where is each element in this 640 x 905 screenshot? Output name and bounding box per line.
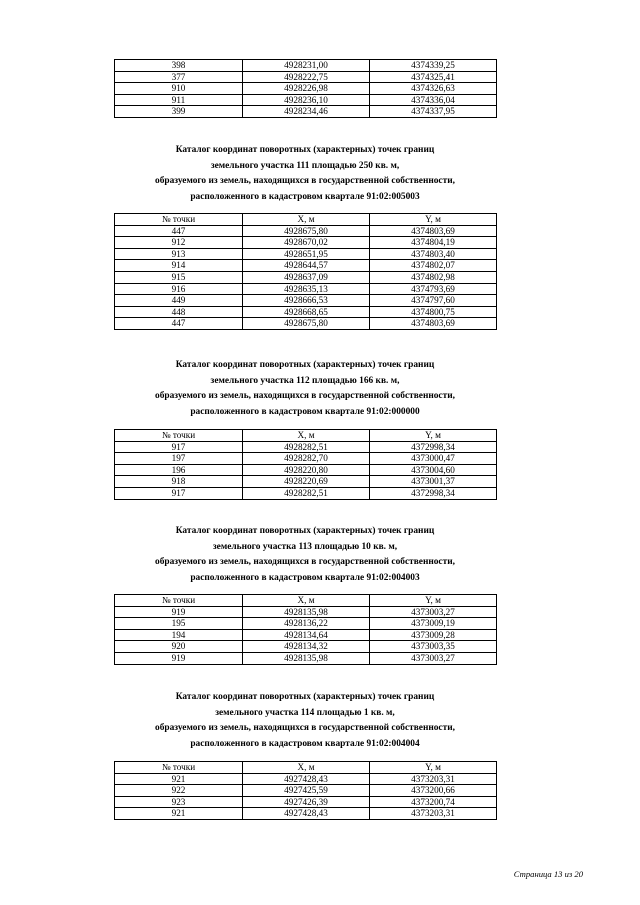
table-row	[115, 487, 497, 499]
header-row	[115, 595, 497, 607]
heading-line: земельного участка 113 площадью 10 кв. м,	[212, 541, 398, 552]
x-coordinate-cell: 4928666,53	[243, 295, 370, 307]
y-coordinate-cell: 4373003,27	[370, 606, 497, 618]
x-coordinate-cell: 4928136,22	[243, 618, 370, 630]
x-coordinate-cell: 4928226,98	[243, 83, 370, 95]
heading-line: образуемого из земель, находящихся в государственной собственности,	[155, 723, 455, 734]
point-number-cell: 916	[115, 283, 243, 295]
heading-line: расположенного в кадастровом квартале 91:02:005003	[190, 191, 420, 202]
x-coordinate-cell: 4928220,80	[243, 464, 370, 476]
x-coordinate-cell: 4928282,70	[243, 453, 370, 465]
table-row	[115, 306, 497, 318]
x-coordinate-cell: 4928644,57	[243, 260, 370, 272]
page-number: Страница 13 из 20	[513, 869, 583, 879]
y-coordinate-cell: 4374326,63	[370, 83, 497, 95]
table-row	[115, 106, 497, 118]
point-number-cell: 398	[115, 60, 243, 72]
x-coordinate-cell: 4928675,80	[243, 225, 370, 237]
catalog-heading-plot-111	[100, 143, 510, 205]
table-header	[115, 430, 497, 442]
heading-line: образуемого из земель, находящихся в государственной собственности,	[155, 557, 455, 568]
heading-line: образуемого из земель, находящихся в государственной собственности,	[155, 176, 455, 187]
x-coordinate-cell: 4928282,51	[243, 487, 370, 499]
y-coordinate-cell: 4372998,34	[370, 441, 497, 453]
table-row	[115, 785, 497, 797]
y-coordinate-cell: 4373200,74	[370, 796, 497, 808]
coordinates-table-plot-113	[114, 594, 497, 665]
x-coordinate-header: X, м	[243, 762, 370, 774]
heading-line: земельного участка 111 площадью 250 кв. м,	[210, 160, 400, 171]
point-number-cell: 399	[115, 106, 243, 118]
catalog-heading-plot-113	[100, 524, 510, 586]
table-row	[115, 441, 497, 453]
table-body	[115, 606, 497, 664]
coordinates-table-plot-114	[114, 761, 497, 820]
table-row	[115, 237, 497, 249]
y-coordinate-cell: 4373003,35	[370, 641, 497, 653]
table-header	[115, 595, 497, 607]
y-coordinate-cell: 4372998,34	[370, 487, 497, 499]
table-row	[115, 318, 497, 330]
x-coordinate-cell: 4928635,13	[243, 283, 370, 295]
table-row	[115, 808, 497, 820]
table-header	[115, 762, 497, 774]
table-body	[115, 60, 497, 118]
x-coordinate-cell: 4928651,95	[243, 248, 370, 260]
table-row	[115, 283, 497, 295]
y-coordinate-header: Y, м	[370, 430, 497, 442]
x-coordinate-cell: 4928231,00	[243, 60, 370, 72]
y-coordinate-cell: 4373009,19	[370, 618, 497, 630]
point-number-cell: 913	[115, 248, 243, 260]
table-row	[115, 453, 497, 465]
heading-line: расположенного в кадастровом квартале 91:02:000000	[190, 406, 420, 417]
point-number-header: № точки	[115, 595, 243, 607]
heading-line: земельного участка 112 площадью 166 кв. м,	[210, 375, 400, 386]
y-coordinate-cell: 4374803,69	[370, 318, 497, 330]
table-header	[115, 214, 497, 226]
table-row	[115, 606, 497, 618]
point-number-cell: 914	[115, 260, 243, 272]
table-row	[115, 652, 497, 664]
y-coordinate-cell: 4374802,07	[370, 260, 497, 272]
heading-line: земельного участка 114 площадью 1 кв. м,	[215, 707, 395, 718]
y-coordinate-cell: 4374793,69	[370, 283, 497, 295]
point-number-cell: 918	[115, 476, 243, 488]
y-coordinate-cell: 4374804,19	[370, 237, 497, 249]
table-row	[115, 83, 497, 95]
header-row	[115, 762, 497, 774]
x-coordinate-cell: 4928135,98	[243, 606, 370, 618]
point-number-cell: 196	[115, 464, 243, 476]
table-body	[115, 773, 497, 819]
table-row	[115, 629, 497, 641]
point-number-header: № точки	[115, 214, 243, 226]
heading-line: Каталог координат поворотных (характерных) точек границ	[175, 692, 435, 702]
x-coordinate-cell: 4928134,32	[243, 641, 370, 653]
table-row	[115, 464, 497, 476]
x-coordinate-cell: 4928222,75	[243, 71, 370, 83]
y-coordinate-cell: 4374803,40	[370, 248, 497, 260]
y-coordinate-header: Y, м	[370, 762, 497, 774]
y-coordinate-cell: 4374802,98	[370, 271, 497, 283]
table-row	[115, 773, 497, 785]
table-row	[115, 260, 497, 272]
x-coordinate-cell: 4928670,02	[243, 237, 370, 249]
y-coordinate-cell: 4374325,41	[370, 71, 497, 83]
y-coordinate-header: Y, м	[370, 214, 497, 226]
heading-line: расположенного в кадастровом квартале 91:02:004003	[190, 572, 420, 583]
point-number-cell: 920	[115, 641, 243, 653]
y-coordinate-cell: 4374337,95	[370, 106, 497, 118]
y-coordinate-cell: 4374339,25	[370, 60, 497, 72]
point-number-cell: 922	[115, 785, 243, 797]
point-number-header: № точки	[115, 430, 243, 442]
table-row	[115, 271, 497, 283]
x-coordinate-header: X, м	[243, 430, 370, 442]
point-number-cell: 917	[115, 441, 243, 453]
table-row	[115, 248, 497, 260]
x-coordinate-cell: 4928135,98	[243, 652, 370, 664]
table-row	[115, 476, 497, 488]
catalog-heading-plot-114	[100, 690, 510, 752]
catalog-heading-plot-112	[100, 358, 510, 420]
heading-line: Каталог координат поворотных (характерных) точек границ	[175, 360, 435, 370]
y-coordinate-cell: 4373200,66	[370, 785, 497, 797]
table-row	[115, 60, 497, 72]
point-number-cell: 447	[115, 318, 243, 330]
y-coordinate-cell: 4373203,31	[370, 808, 497, 820]
point-number-cell: 195	[115, 618, 243, 630]
y-coordinate-cell: 4374803,69	[370, 225, 497, 237]
x-coordinate-cell: 4927426,39	[243, 796, 370, 808]
table-row	[115, 618, 497, 630]
point-number-cell: 377	[115, 71, 243, 83]
x-coordinate-cell: 4928236,10	[243, 94, 370, 106]
point-number-cell: 919	[115, 652, 243, 664]
point-number-cell: 917	[115, 487, 243, 499]
x-coordinate-cell: 4927428,43	[243, 808, 370, 820]
x-coordinate-cell: 4928675,80	[243, 318, 370, 330]
y-coordinate-cell: 4374797,60	[370, 295, 497, 307]
x-coordinate-header: X, м	[243, 214, 370, 226]
coordinates-table-plot-112	[114, 429, 497, 500]
table-row	[115, 641, 497, 653]
table-row	[115, 71, 497, 83]
heading-line: Каталог координат поворотных (характерных) точек границ	[175, 145, 435, 155]
y-coordinate-cell: 4374336,04	[370, 94, 497, 106]
x-coordinate-cell: 4928668,65	[243, 306, 370, 318]
table-row	[115, 94, 497, 106]
table-row	[115, 295, 497, 307]
header-row	[115, 214, 497, 226]
y-coordinate-cell: 4373203,31	[370, 773, 497, 785]
x-coordinate-cell: 4928134,64	[243, 629, 370, 641]
y-coordinate-header: Y, м	[370, 595, 497, 607]
table-body	[115, 225, 497, 329]
x-coordinate-cell: 4928637,09	[243, 271, 370, 283]
point-number-cell: 915	[115, 271, 243, 283]
point-number-cell: 447	[115, 225, 243, 237]
table-row	[115, 796, 497, 808]
x-coordinate-cell: 4927425,59	[243, 785, 370, 797]
coordinates-table-plot-111	[114, 213, 497, 330]
point-number-cell: 921	[115, 808, 243, 820]
point-number-cell: 911	[115, 94, 243, 106]
point-number-cell: 194	[115, 629, 243, 641]
point-number-cell: 449	[115, 295, 243, 307]
heading-line: расположенного в кадастровом квартале 91:02:004004	[190, 738, 420, 749]
y-coordinate-cell: 4373000,47	[370, 453, 497, 465]
heading-line: Каталог координат поворотных (характерных) точек границ	[175, 526, 435, 536]
table-row	[115, 225, 497, 237]
heading-line: образуемого из земель, находящихся в государственной собственности,	[155, 391, 455, 402]
y-coordinate-cell: 4374800,75	[370, 306, 497, 318]
point-number-header: № точки	[115, 762, 243, 774]
y-coordinate-cell: 4373001,37	[370, 476, 497, 488]
point-number-cell: 448	[115, 306, 243, 318]
header-row	[115, 430, 497, 442]
x-coordinate-header: X, м	[243, 595, 370, 607]
point-number-cell: 197	[115, 453, 243, 465]
table-body	[115, 441, 497, 499]
point-number-cell: 919	[115, 606, 243, 618]
x-coordinate-cell: 4928220,69	[243, 476, 370, 488]
coordinates-table-continuation	[114, 59, 497, 118]
point-number-cell: 921	[115, 773, 243, 785]
point-number-cell: 912	[115, 237, 243, 249]
y-coordinate-cell: 4373004,60	[370, 464, 497, 476]
y-coordinate-cell: 4373009,28	[370, 629, 497, 641]
point-number-cell: 910	[115, 83, 243, 95]
x-coordinate-cell: 4928282,51	[243, 441, 370, 453]
point-number-cell: 923	[115, 796, 243, 808]
x-coordinate-cell: 4928234,46	[243, 106, 370, 118]
y-coordinate-cell: 4373003,27	[370, 652, 497, 664]
x-coordinate-cell: 4927428,43	[243, 773, 370, 785]
